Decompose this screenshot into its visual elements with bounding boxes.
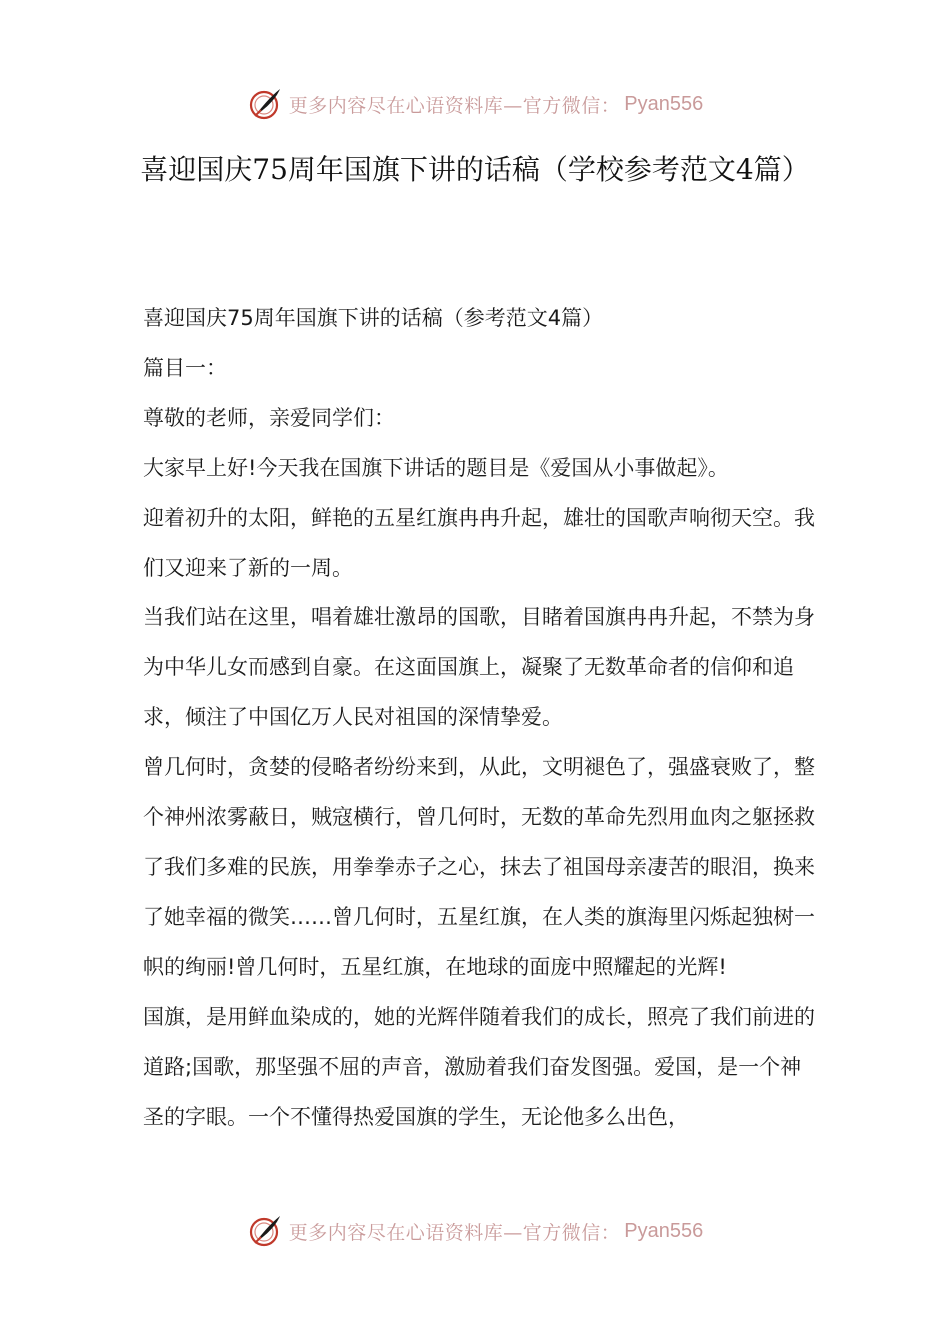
- paragraph: 尊敬的老师，亲爱同学们：: [143, 405, 395, 430]
- banner-text: 更多内容尽在心语资料库—官方微信：: [288, 1221, 621, 1244]
- banner-wechat-id: Pyan556: [624, 1219, 704, 1242]
- paragraph: 喜迎国庆75周年国旗下讲的话稿（参考范文4篇）: [143, 306, 604, 330]
- paragraph: 国旗，是用鲜血染成的，她的光辉伴随着我们的成长，照亮了我们前进的道路;国歌，那坚强不屈的声音，激励着我们奋发图强。爱国，是一个神圣的字眼。一个不懂得热爱国旗的学生，无论他多么出色，: [143, 1004, 815, 1129]
- document-title: 喜迎国庆75周年国旗下讲的话稿（学校参考范文4篇）: [140, 153, 810, 186]
- paragraph: 当我们站在这里，唱着雄壮激昂的国歌，目睹着国旗冉冉升起，不禁为身为中华儿女而感到自豪。在这面国旗上，凝聚了无数革命者的信仰和追求，倾注了中国亿万人民对祖国的深情挚爱。: [143, 605, 815, 730]
- quill-logo-icon: [247, 86, 283, 122]
- banner-wechat-id: Pyan556: [624, 92, 704, 115]
- footer-banner: [0, 1211, 950, 1251]
- paragraph: 篇目一：: [143, 355, 227, 380]
- document-body: [143, 294, 815, 1142]
- header-banner: [0, 84, 950, 124]
- banner-text: 更多内容尽在心语资料库—官方微信：: [288, 94, 621, 117]
- paragraph: 迎着初升的太阳，鲜艳的五星红旗冉冉升起，雄壮的国歌声响彻天空。我们又迎来了新的一周。: [143, 505, 815, 580]
- paragraph: 曾几何时，贪婪的侵略者纷纷来到，从此，文明褪色了，强盛衰败了，整个神州浓雾蔽日，贼寇横行，曾几何时，无数的革命先烈用血肉之躯拯救了我们多难的民族，用拳拳赤子之心，抹去了祖国母亲凄苦的眼泪，换来了她幸福的微笑……曾几何时，五星红旗，在人类的旗海里闪烁起独树一帜的绚丽!曾几何时，五星红旗，在地球的面庞中照耀起的光辉!: [143, 755, 815, 979]
- paragraph: 大家早上好!今天我在国旗下讲话的题目是《爱国从小事做起》。: [143, 455, 729, 480]
- quill-logo-icon: [247, 1213, 283, 1249]
